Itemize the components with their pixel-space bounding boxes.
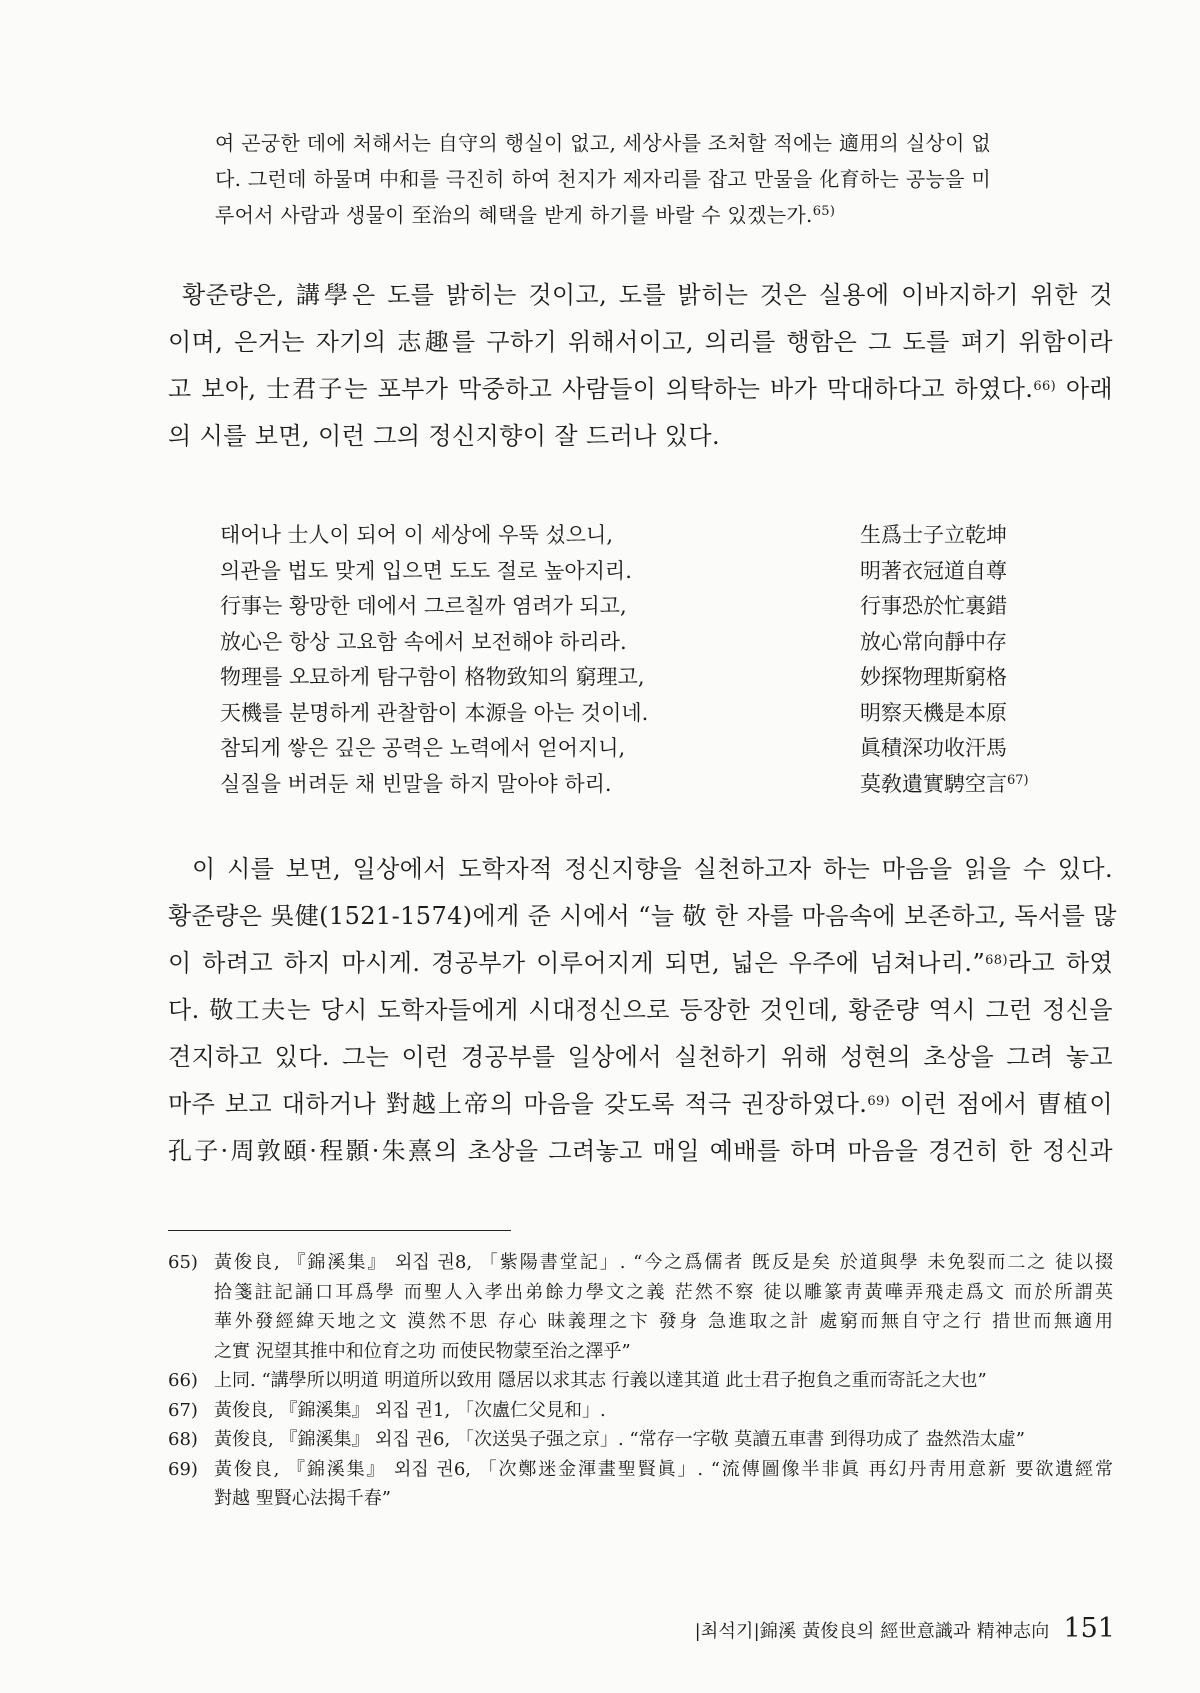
footnote-line: 上同. “講學所以明道 明道所以致用 隱居以求其志 行義以達其道 此士君子抱負之重而寄託之大也” [214,1370,987,1391]
poem-hanja: 妙探物理斯窮格 [860,665,1007,689]
footnote-text [214,1425,1113,1455]
footnote-ref-66[interactable]: 66) [1033,379,1057,394]
footnote-text [214,1366,1113,1396]
paragraph-line: 황준량은 吳健(1521-1574)에게 준 시에서 “늘 敬 한 자를 마음속에 보존하고, 독서를 많 [168,902,1117,930]
paragraph-line: 의 시를 보면, 이런 그의 정신지향이 잘 드러나 있다. [168,422,720,450]
poem-row [220,554,1050,590]
footnote-line: 黃俊良, 『錦溪集』 외집 권1, 「次盧仁父見和」. [214,1399,606,1421]
footnote-ref-65[interactable]: 65) [812,204,836,219]
footnote-ref-69[interactable]: 69) [867,1094,891,1109]
paragraph-text: 마주 보고 대하거나 對越上帝의 마음을 갖도록 적극 권장하였다. [168,1090,868,1118]
paragraph-line: 다. 敬工夫는 당시 도학자들에게 시대정신으로 등장한 것인데, 황준량 역시 그런 정신을 [168,996,1113,1024]
poem-korean: 行事는 황망한 데에서 그르칠까 염려가 되고, [220,594,627,618]
poem-block [220,518,1050,802]
footnote-ref-67[interactable]: 67) [1007,772,1029,788]
poem-hanja [860,767,1050,803]
poem-row [220,660,1050,696]
footnote-67 [168,1396,1113,1426]
paragraph-text: 라고 하였 [1007,949,1114,977]
poem-hanja: 明察天機是本原 [860,700,1007,725]
footnote-line: 之實 況望其推中和位育之功 而使民物蒙至治之澤乎” [214,1340,631,1362]
poem-row [220,589,1050,625]
footnote-number: 66) [168,1370,198,1391]
poem-korean: 天機를 분명하게 관찰함이 本源을 아는 것이네. [220,700,649,725]
poem-korean: 의관을 법도 맞게 입으면 도도 절로 높아지리. [220,558,632,583]
paragraph-text: 아래 [1056,375,1113,403]
footnote-65 [168,1248,1113,1366]
quote-line [215,197,1085,233]
paragraph-line: 이 시를 보면, 일상에서 도학자적 정신지향을 실천하고자 하는 마음을 읽을 수 있다. [192,855,1113,883]
poem-row [220,767,1050,803]
footnote-number: 65) [168,1252,198,1273]
footnote-line: 拾箋註記誦口耳爲學 而聖人入孝出弟餘力學文之義 茫然不察 徒以雕篆靑黃嘩弄飛走爲文 而於所謂英 [214,1281,1113,1303]
paragraph-line [168,366,1113,413]
poem-korean: 放心은 항상 고요함 속에서 보전해야 하리라. [220,629,627,654]
poem-row [220,731,1050,767]
footnote-text [214,1396,1113,1426]
footnote-line: 黃俊良, 『錦溪集』 외집 권6, 「次送吳子强之京」. “常存一字敬 莫讀五車書 到得功成了 盎然浩太虛” [214,1429,1025,1450]
paragraph-text: 이 하려고 하지 마시게. 경공부가 이루어지게 되면, 넓은 우주에 넘쳐나리.” [168,949,986,977]
poem-row [220,696,1050,732]
body-paragraph-2 [168,846,1117,1175]
footnote-number: 68) [168,1429,198,1450]
footnote-text [214,1248,1113,1366]
footnote-66 [168,1366,1113,1396]
footnote-ref-68[interactable]: 68) [985,953,1008,968]
footnotes [168,1248,1113,1514]
footnote-number: 67) [168,1399,198,1421]
footnote-number: 69) [168,1458,198,1480]
poem-hanja: 眞積深功收汗馬 [860,736,1007,760]
footnote-line: 黃俊良, 『錦溪集』 외집 권6, 「次鄭迷金渾畫聖賢眞」. “流傳圖像半非眞 再幻丹靑用意新 要欲遺經常 [214,1458,1113,1480]
footnote-69 [168,1455,1113,1514]
poem-hanja: 放心常向靜中存 [860,629,1007,654]
poem-hanja: 行事恐於忙裏錯 [860,594,1007,618]
footnote-68 [168,1425,1113,1455]
paragraph-line: 견지하고 있다. 그는 이런 경공부를 일상에서 실천하기 위해 성현의 초상을 그려 놓고 [168,1043,1113,1071]
body-paragraph-1 [168,272,1113,460]
page-number: 151 [1063,1613,1115,1644]
footnote-text [214,1455,1113,1514]
paragraph-text: 이런 점에서 曺植이 [890,1090,1113,1118]
footnote-divider [168,1230,511,1231]
paragraph-text: 고 보아, 士君子는 포부가 막중하고 사람들이 의탁하는 바가 막대하다고 하였다. [168,375,1034,403]
paragraph-line: 이며, 은거는 자기의 志趣를 구하기 위해서이고, 의리를 행함은 그 도를 펴기 위함이라 [168,328,1113,356]
poem-row [220,518,1050,554]
poem-korean: 참되게 쌓은 깊은 공력은 노력에서 얻어지니, [220,736,626,760]
poem-korean: 태어나 士人이 되어 이 세상에 우뚝 섰으니, [220,523,614,547]
paragraph-line [168,1081,1113,1128]
poem-hanja: 明著衣冠道自尊 [860,558,1007,583]
poem-hanja: 生爲士子立乾坤 [860,523,1007,547]
quote-line: 다. 그런데 하물며 中和를 극진히 하여 천지가 제자리를 잡고 만물을 化育하는 공능을 미 [215,167,991,191]
paragraph-line: 황준량은, 講學은 도를 밝히는 것이고, 도를 밝히는 것은 실용에 이바지하기 위한 것 [182,281,1113,309]
poem-korean: 실질을 버려둔 채 빈말을 하지 말아야 하리. [220,771,612,796]
paragraph-line: 孔子·周敦頤·程顥·朱熹의 초상을 그려놓고 매일 예배를 하며 마음을 경건히 한 정신과 [168,1137,1113,1165]
page-footer [695,1613,1115,1644]
footnote-line: 黃俊良, 『錦溪集』 외집 권8, 「紫陽書堂記」. “今之爲儒者 旣反是矣 於道與學 未免裂而二之 徒以掇 [214,1252,1113,1273]
poem-hanja-text: 莫敎遺實騁空言 [860,771,1007,796]
poem-row [220,625,1050,661]
running-head: |최석기|錦溪 黃俊良의 經世意識과 精神志向 [694,1621,1050,1642]
footnote-line: 華外發經緯天地之文 漠然不思 存心 昧義理之卞 發身 急進取之計 處窮而無自守之行 措世而無適用 [214,1311,1113,1332]
poem-korean: 物理를 오묘하게 탐구함이 格物致知의 窮理고, [220,665,645,689]
quote-line-text: 루어서 사람과 생물이 至治의 혜택을 받게 하기를 바랄 수 있겠는가. [215,203,813,227]
paragraph-line [168,940,1113,987]
footnote-line: 對越 聖賢心法揭千春” [214,1488,391,1509]
quote-line: 여 곤궁한 데에 처해서는 自守의 행실이 없고, 세상사를 조처할 적에는 適用의 실상이 없 [215,131,991,155]
block-quote [215,125,1085,233]
